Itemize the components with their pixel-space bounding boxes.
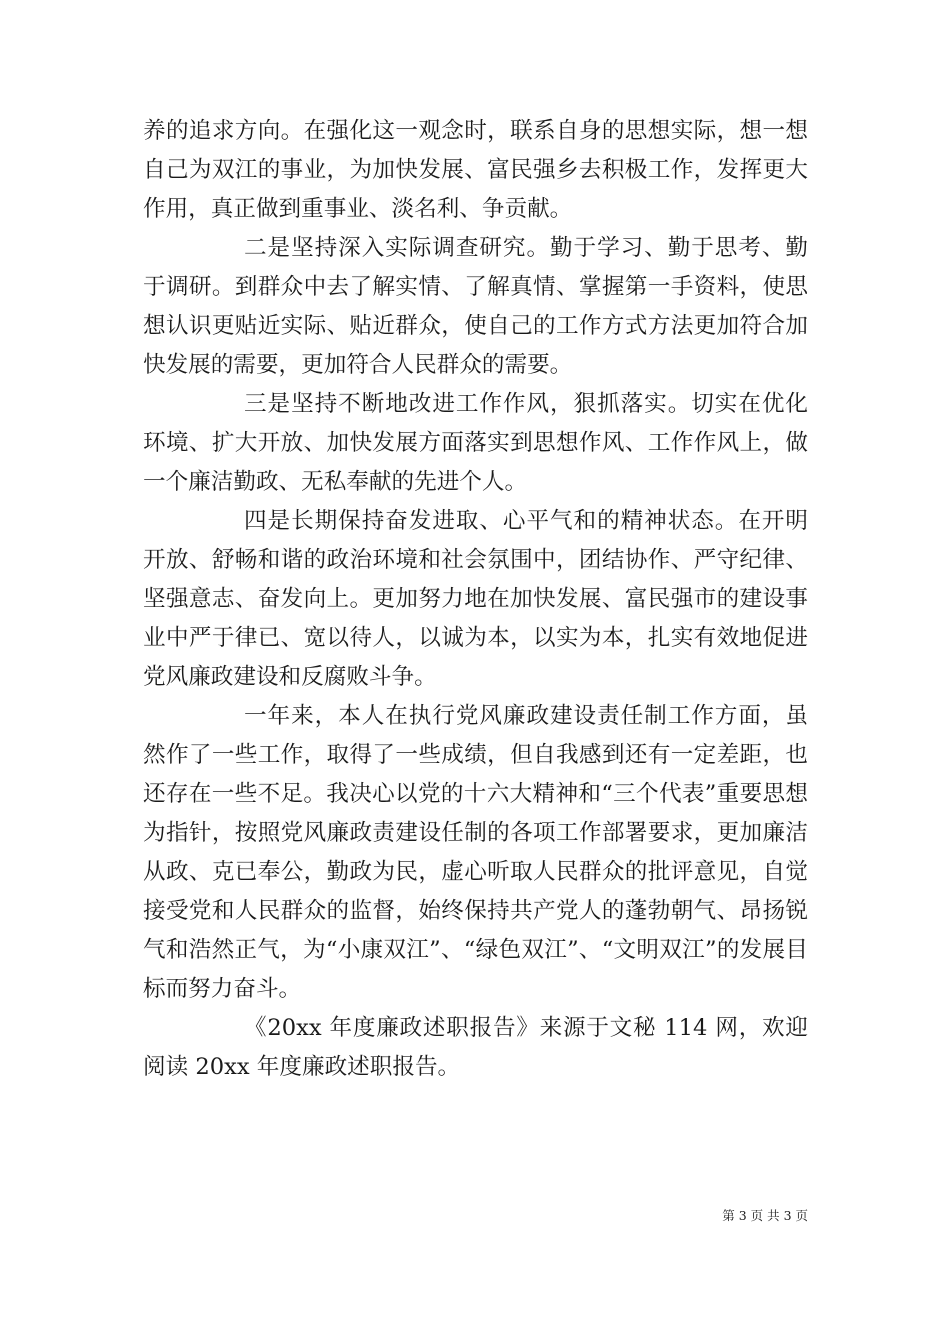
paragraph-point-four: 四是长期保持奋发进取、心平气和的精神状态。在开明开放、舒畅和谐的政治环境和社会氛围中，团结协作、严守纪律、坚强意志、奋发向上。更加努力地在加快发展、富民强市的建设事业中严于律已、宽以待人，以诚为本，以实为本，扎实有效地促进党风廉政建设和反腐败斗争。 — [143, 508, 808, 690]
paragraph-point-three: 三是坚持不断地改进工作作风，狠抓落实。切实在优化环境、扩大开放、加快发展方面落实到思想作风、工作作风上，做一个廉洁勤政、无私奉献的先进个人。 — [143, 391, 808, 495]
document-body — [143, 112, 808, 1087]
paragraph-source-note: 《20xx 年度廉政述职报告》来源于文秘 114 网，欢迎阅读 20xx 年度廉政述职报告。 — [143, 1015, 808, 1080]
page-number-footer: 第 3 页 共 3 页 — [722, 1208, 808, 1223]
paragraph-continuation: 养的追求方向。在强化这一观念时，联系自身的思想实际，想一想自己为双江的事业，为加快发展、富民强乡去积极工作，发挥更大作用，真正做到重事业、淡名利、争贡献。 — [143, 118, 808, 222]
paragraph-point-two: 二是坚持深入实际调查研究。勤于学习、勤于思考、勤于调研。到群众中去了解实情、了解真情、掌握第一手资料，使思想认识更贴近实际、贴近群众，使自己的工作方式方法更加符合加快发展的需要，更加符合人民群众的需要。 — [143, 235, 808, 378]
paragraph-summary: 一年来，本人在执行党风廉政建设责任制工作方面，虽然作了一些工作，取得了一些成绩，但自我感到还有一定差距，也还存在一些不足。我决心以党的十六大精神和“三个代表”重要思想为指针，按照党风廉政责建设任制的各项工作部署要求，更加廉洁从政、克已奉公，勤政为民，虚心听取人民群众的批评意见，自觉接受党和人民群众的监督，始终保持共产党人的蓬勃朝气、昂扬锐气和浩然正气，为“小康双江”、“绿色双江”、“文明双江”的发展目标而努力奋斗。 — [143, 703, 808, 1002]
